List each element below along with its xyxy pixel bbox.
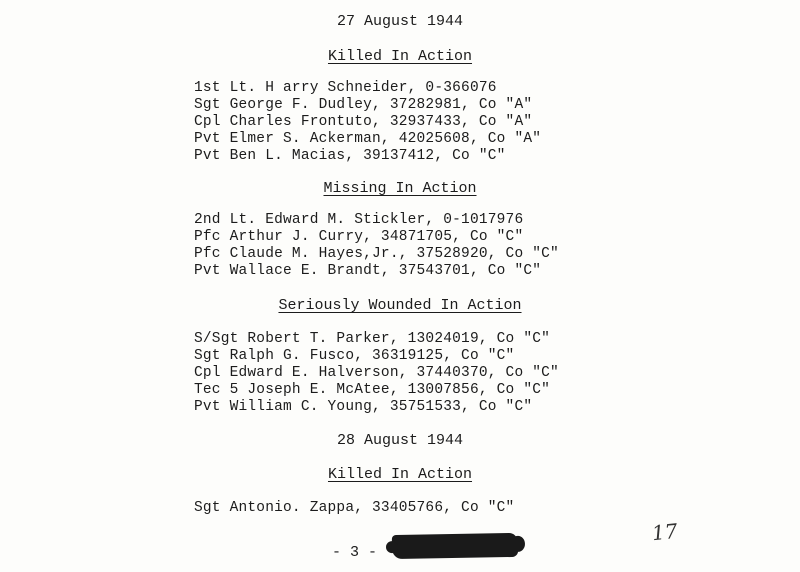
casualty-entry: 2nd Lt. Edward M. Stickler, 0-1017976: [194, 212, 524, 228]
casualty-entry: Pfc Claude M. Hayes,Jr., 37528920, Co "C": [194, 246, 559, 262]
heading-killed-in-action: Killed In Action: [327, 466, 473, 483]
casualty-entry: Sgt Antonio. Zappa, 33405766, Co "C": [194, 500, 515, 516]
casualty-entry: Sgt George F. Dudley, 37282981, Co "A": [194, 97, 533, 113]
casualty-entry: Pfc Arthur J. Curry, 34871705, Co "C": [194, 229, 524, 245]
page-number: - 3 -: [332, 544, 378, 561]
casualty-entry: Pvt Elmer S. Ackerman, 42025608, Co "A": [194, 131, 542, 147]
section-date-28-august: 28 August 1944: [336, 432, 464, 449]
casualty-entry: 1st Lt. H arry Schneider, 0-366076: [194, 80, 497, 96]
casualty-entry: Pvt Wallace E. Brandt, 37543701, Co "C": [194, 263, 542, 279]
casualty-entry: Pvt Ben L. Macias, 39137412, Co "C": [194, 148, 506, 164]
heading-seriously-wounded: Seriously Wounded In Action: [278, 297, 522, 314]
casualty-entry: Cpl Edward E. Halverson, 37440370, Co "C": [194, 365, 559, 381]
redaction-mark: [392, 533, 518, 559]
heading-killed-in-action: Killed In Action: [327, 48, 473, 65]
casualty-entry: Tec 5 Joseph E. McAtee, 13007856, Co "C": [194, 382, 551, 398]
casualty-entry: Sgt Ralph G. Fusco, 36319125, Co "C": [194, 348, 515, 364]
heading-missing-in-action: Missing In Action: [323, 180, 477, 197]
casualty-entry: S/Sgt Robert T. Parker, 13024019, Co "C": [194, 331, 551, 347]
section-date-27-august: 27 August 1944: [336, 13, 464, 30]
handwritten-note: 17: [650, 518, 679, 546]
casualty-entry: Pvt William C. Young, 35751533, Co "C": [194, 399, 533, 415]
casualty-entry: Cpl Charles Frontuto, 32937433, Co "A": [194, 114, 533, 130]
